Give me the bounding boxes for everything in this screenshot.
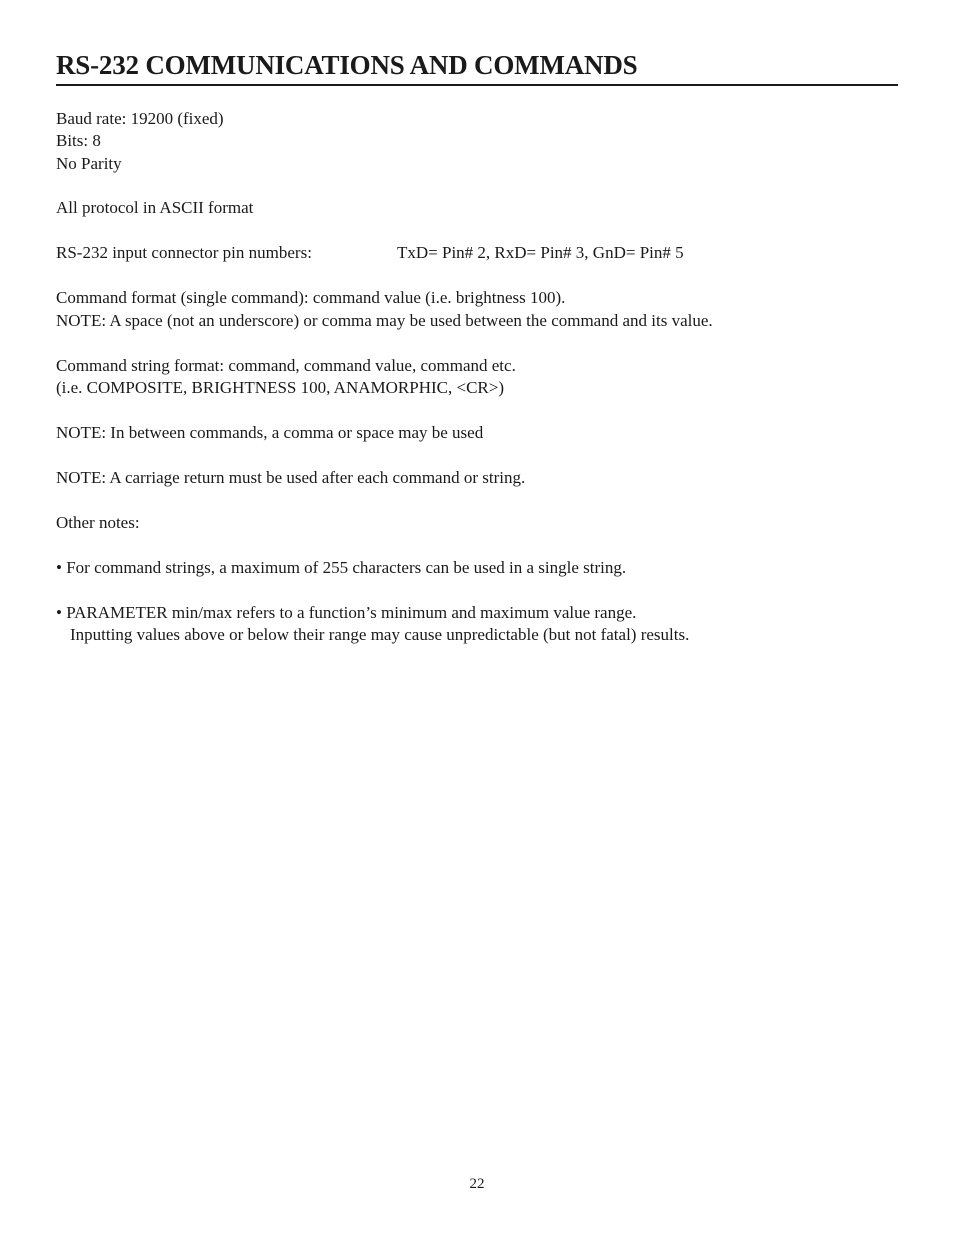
other-notes-heading: Other notes: xyxy=(56,513,140,532)
bullet-max-characters: • For command strings, a maximum of 255 characters can be used in a single string. xyxy=(56,558,627,577)
page-title: RS-232 COMMUNICATIONS AND COMMANDS xyxy=(56,50,638,80)
command-string-text: Command string format: command, command value, command etc. xyxy=(56,356,516,375)
bits-text: Bits: 8 xyxy=(56,131,101,150)
page-number: 22 xyxy=(469,1176,485,1192)
note-between-commands: NOTE: In between commands, a comma or space may be used xyxy=(56,423,484,442)
command-format-note: NOTE: A space (not an underscore) or comma may be used between the command and its value. xyxy=(56,311,713,330)
connector-pins: TxD= Pin# 2, RxD= Pin# 3, GnD= Pin# 5 xyxy=(397,243,684,262)
title-divider xyxy=(56,84,898,86)
protocol-text: All protocol in ASCII format xyxy=(56,198,254,217)
bullet-parameter-range: • PARAMETER min/max refers to a function’s minimum and maximum value range. xyxy=(56,603,637,622)
command-format-text: Command format (single command): command value (i.e. brightness 100). xyxy=(56,288,566,307)
note-carriage-return: NOTE: A carriage return must be used after each command or string. xyxy=(56,468,526,487)
baud-rate-text: Baud rate: 19200 (fixed) xyxy=(56,109,224,128)
connector-label: RS-232 input connector pin numbers: xyxy=(56,243,312,262)
command-string-example: (i.e. COMPOSITE, BRIGHTNESS 100, ANAMORPHIC, <CR>) xyxy=(56,378,504,397)
parity-text: No Parity xyxy=(56,154,122,173)
bullet-parameter-range-continued: Inputting values above or below their range may cause unpredictable (but not fatal) results. xyxy=(70,625,690,644)
